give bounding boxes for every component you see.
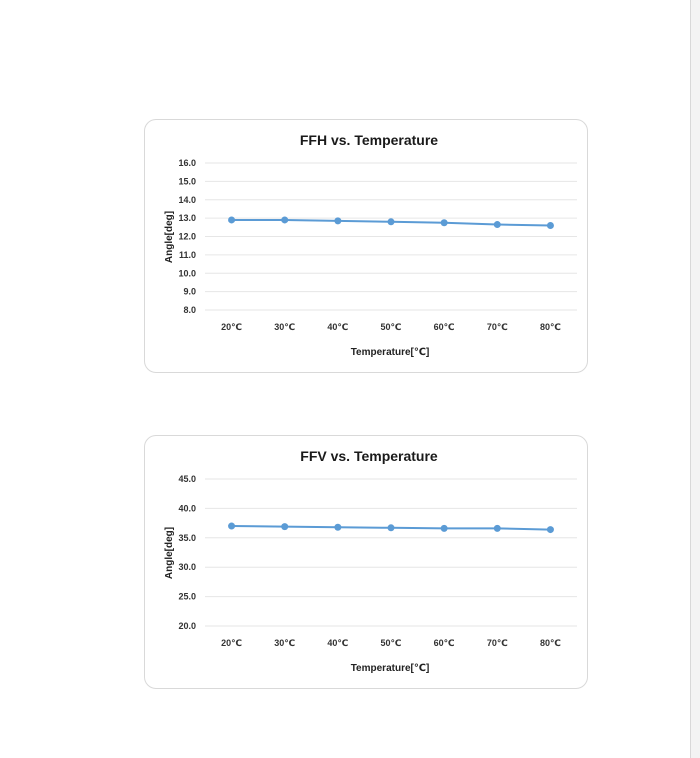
y-tick-label: 11.0 (178, 249, 196, 260)
data-point (388, 218, 395, 225)
y-tick-label: 35.0 (178, 532, 196, 543)
x-tick-label: 60℃ (433, 638, 455, 648)
data-point (334, 217, 341, 224)
chart-ffv (144, 435, 588, 689)
x-tick-label: 40℃ (327, 322, 349, 332)
page-edge (690, 0, 700, 758)
y-tick-label: 40.0 (178, 503, 196, 514)
data-point (334, 524, 341, 531)
data-point (281, 216, 288, 223)
data-point (388, 524, 395, 531)
data-point (547, 222, 554, 229)
data-point (547, 526, 554, 533)
x-axis-label: Temperature[℃] (350, 663, 430, 674)
chart-ffv-svg (145, 436, 589, 690)
chart-ffh (144, 119, 588, 373)
y-tick-label: 9.0 (183, 286, 196, 297)
x-tick-label: 70℃ (486, 322, 508, 332)
x-tick-label: 70℃ (486, 638, 508, 648)
y-tick-label: 13.0 (178, 213, 196, 224)
chart-title: FFV vs. Temperature (300, 448, 438, 464)
y-tick-label: 16.0 (178, 158, 196, 168)
y-axis-label: Angle[deg] (164, 210, 175, 264)
y-tick-label: 15.0 (178, 176, 196, 187)
x-tick-label: 20℃ (221, 322, 243, 332)
y-tick-label: 20.0 (178, 621, 196, 631)
data-point (228, 523, 235, 530)
data-point (441, 525, 448, 532)
x-tick-label: 50℃ (380, 322, 402, 332)
y-tick-label: 12.0 (178, 231, 196, 242)
x-tick-label: 30℃ (274, 638, 296, 648)
y-axis-label: Angle[deg] (164, 526, 175, 580)
x-tick-label: 50℃ (380, 638, 402, 648)
y-tick-label: 14.0 (178, 194, 196, 205)
y-tick-label: 10.0 (178, 268, 196, 279)
x-axis-label: Temperature[℃] (350, 347, 430, 358)
x-tick-label: 80℃ (539, 322, 561, 332)
data-point (281, 523, 288, 530)
x-tick-label: 30℃ (274, 322, 296, 332)
x-tick-label: 40℃ (327, 638, 349, 648)
x-tick-label: 60℃ (433, 322, 455, 332)
x-tick-label: 20℃ (221, 638, 243, 648)
data-point (494, 525, 501, 532)
data-point (441, 219, 448, 226)
y-tick-label: 30.0 (178, 562, 196, 573)
y-tick-label: 8.0 (183, 305, 196, 315)
data-point (228, 216, 235, 223)
y-tick-label: 25.0 (178, 591, 196, 602)
chart-title: FFH vs. Temperature (299, 132, 439, 148)
data-point (494, 221, 501, 228)
chart-ffh-svg (145, 120, 589, 374)
x-tick-label: 80℃ (539, 638, 561, 648)
y-tick-label: 45.0 (178, 474, 196, 484)
